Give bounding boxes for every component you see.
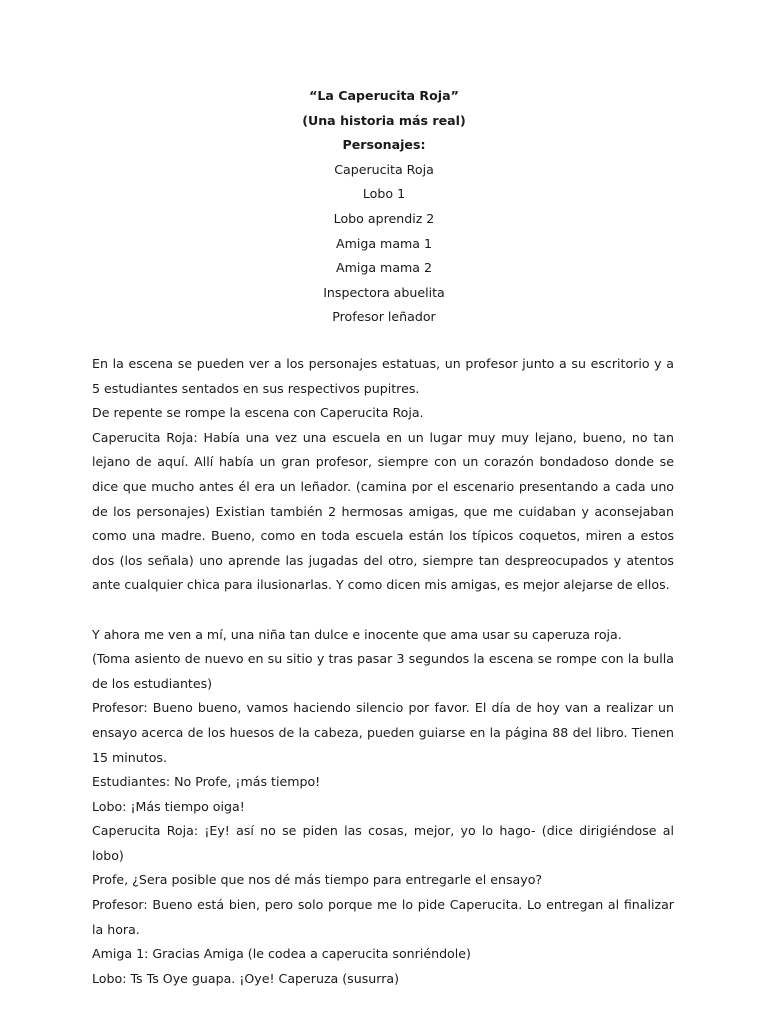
- paragraph: (Toma asiento de nuevo en su sitio y tras pasar 3 segundos la escena se rompe con la bulla de los estudiantes): [92, 651, 674, 691]
- document-subtitle: (Una historia más real): [302, 112, 466, 128]
- body-text: [92, 352, 674, 991]
- document-title: “La Caperucita Roja”: [309, 88, 459, 103]
- paragraph: De repente se rompe la escena con Caperucita Roja.: [92, 405, 424, 421]
- paragraph: Caperucita Roja: Había una vez una escuela en un lugar muy muy lejano, bueno, no tan lejano de aquí. Allí había un gran profesor, siempre con un corazón bondadoso donde se dice que mucho antes él era un leñador. (camina por el escenario presentando a cada uno de los personajes) Existian también 2 hermosas amigas, que me cuidaban y aconsejaban como una madre. Bueno, como en toda escuela están los típicos coquetos, miren a estos dos (los señala) uno aprende las jugadas del otro, siempre tan despreocupados y atentos ante cualquier chica para ilusionarlas. Y como dicen mis amigas, es mejor alejarse de ellos.: [92, 429, 674, 593]
- paragraph: Y ahora me ven a mí, una niña tan dulce e inocente que ama usar su caperuza roja.: [92, 626, 622, 642]
- paragraph: Amiga 1: Gracias Amiga (le codea a caperucita sonriéndole): [92, 946, 471, 962]
- character-item: Amiga mama 1: [335, 235, 433, 251]
- paragraph: En la escena se pueden ver a los personajes estatuas, un profesor junto a su escritorio y a 5 estudiantes sentados en sus respectivos pupitres.: [92, 356, 674, 396]
- paragraph: Estudiantes: No Profe, ¡más tiempo!: [92, 774, 321, 790]
- character-item: Amiga mama 2: [335, 260, 433, 276]
- character-item: Profesor leñador: [332, 309, 436, 325]
- paragraph-gap: [92, 598, 674, 623]
- paragraph: Profesor: Bueno bueno, vamos haciendo silencio por favor. El día de hoy van a realizar un ensayo acerca de los huesos de la cabeza, pueden guiarse en la página 88 del libro. Tienen 15 minutos.: [92, 700, 674, 765]
- paragraph: Caperucita Roja: ¡Ey! así no se piden las cosas, mejor, yo lo hago- (dice dirigiéndose al lobo): [92, 823, 674, 863]
- paragraph: Profesor: Bueno está bien, pero solo porque me lo pide Caperucita. Lo entregan al finalizar la hora.: [92, 897, 674, 937]
- paragraph: Lobo: ¡Más tiempo oiga!: [92, 798, 245, 814]
- character-item: Lobo 1: [362, 186, 406, 202]
- character-item: Caperucita Roja: [334, 161, 434, 177]
- paragraph: Profe, ¿Sera posible que nos dé más tiempo para entregarle el ensayo?: [92, 872, 543, 888]
- characters-label: Personajes:: [342, 137, 426, 153]
- heading-block: [0, 84, 768, 330]
- character-item: Inspectora abuelita: [323, 284, 445, 300]
- paragraph: Lobo: Ts Ts Oye guapa. ¡Oye! Caperuza (susurra): [92, 970, 400, 986]
- character-item: Lobo aprendiz 2: [333, 210, 435, 226]
